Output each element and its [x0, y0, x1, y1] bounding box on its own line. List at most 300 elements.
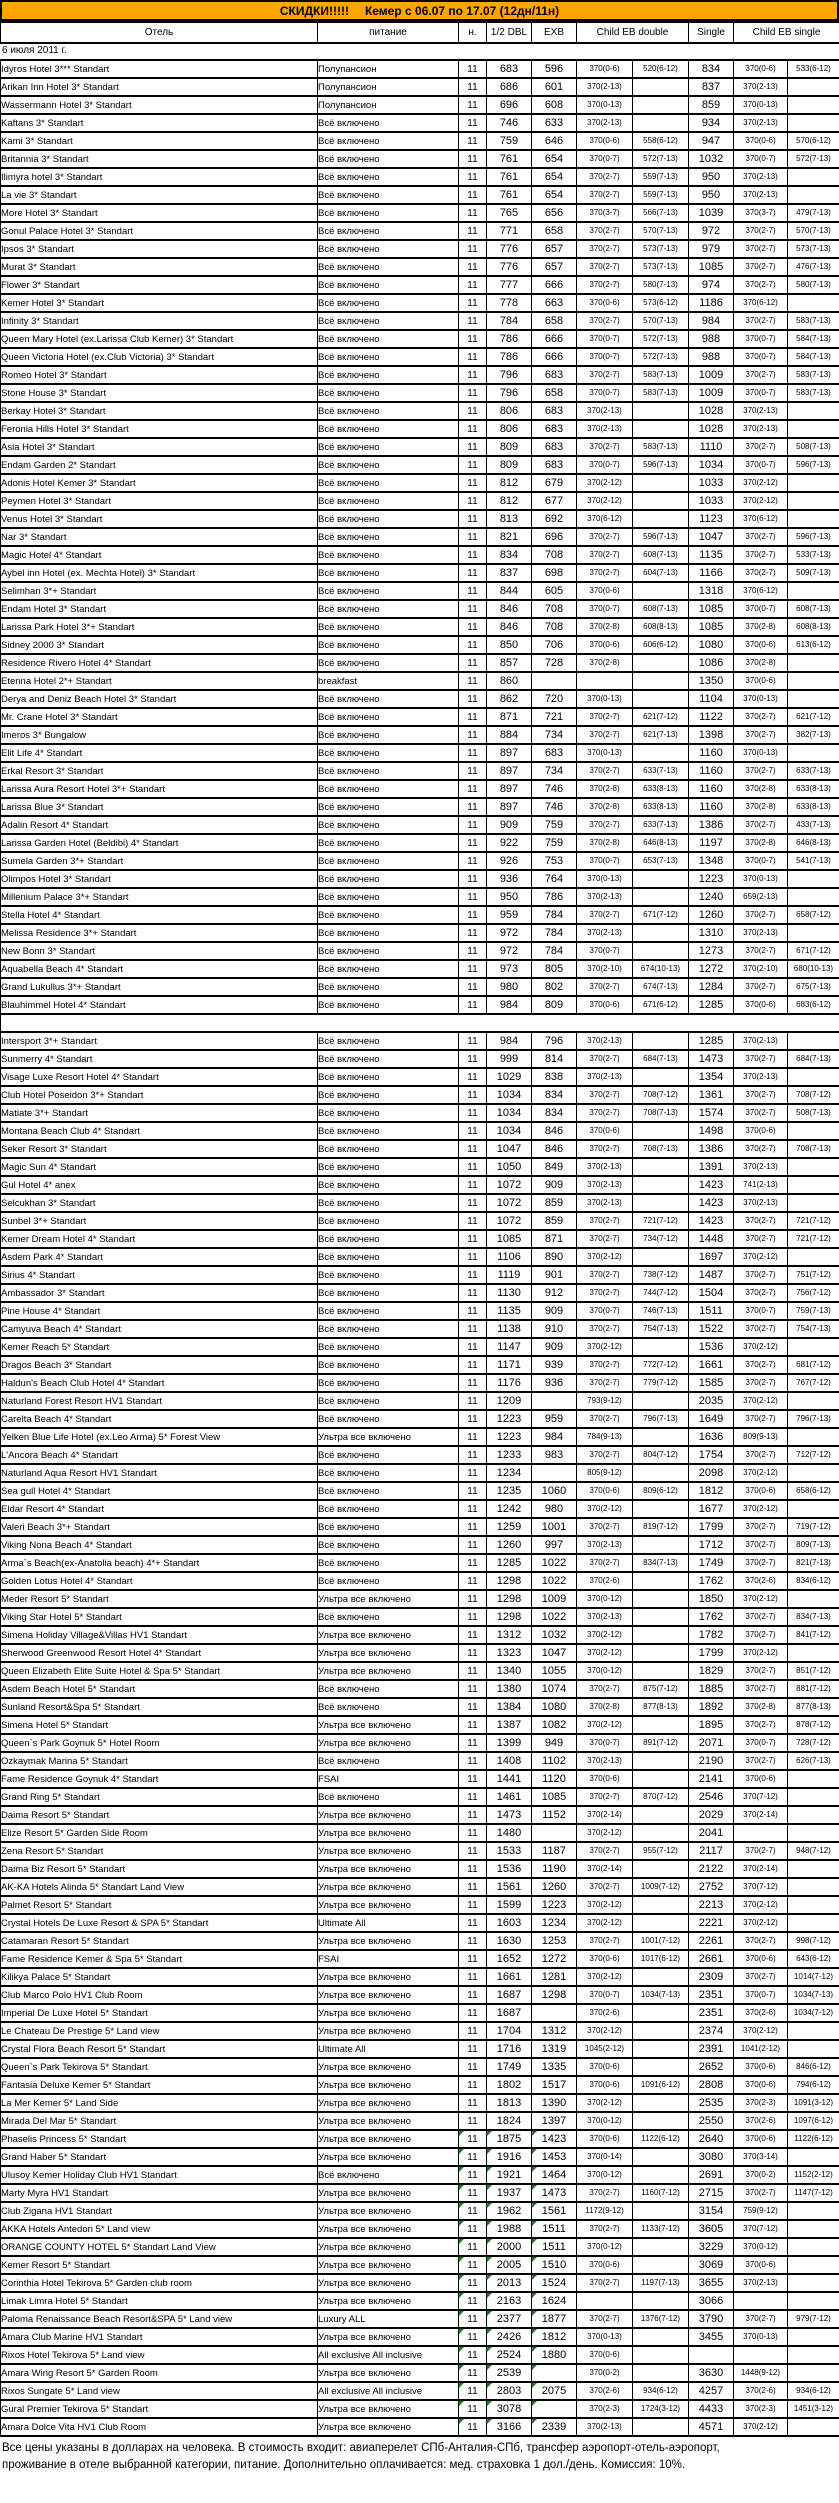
price-single: 974 [689, 276, 734, 294]
nights: 11 [459, 1518, 487, 1536]
child-eb-double-2 [633, 1896, 689, 1914]
hotel-name: Grand Ring 5* Standart [1, 1788, 318, 1806]
child-eb-single-1: 659(2-13) [734, 888, 788, 906]
price-half-dbl: 1875 [487, 2130, 532, 2148]
table-row [1, 1680, 839, 1698]
meal-plan: Ультра все включено [318, 1878, 459, 1896]
child-eb-double-1: 370(2-7) [577, 276, 633, 294]
price-exb: 1102 [532, 1752, 577, 1770]
child-eb-single-2 [788, 1392, 839, 1410]
meal-plan: Всё включено [318, 726, 459, 744]
hotel-name: Simena Holiday Village&Villas HV1 Standart [1, 1626, 318, 1644]
nights: 11 [459, 168, 487, 186]
child-eb-single-2 [788, 1500, 839, 1518]
price-exb: 909 [532, 1176, 577, 1194]
price-exb: 683 [532, 744, 577, 762]
meal-plan: Ультра все включено [318, 1842, 459, 1860]
price-single: 1285 [689, 1032, 734, 1050]
hotel-name: Eldar Resort 4* Standart [1, 1500, 318, 1518]
table-row [1, 726, 839, 744]
table-row [1, 294, 839, 312]
price-single: 1829 [689, 1662, 734, 1680]
price-half-dbl: 813 [487, 510, 532, 528]
child-eb-double-1: 370(2-13) [577, 924, 633, 942]
price-exb: 683 [532, 420, 577, 438]
child-eb-single-1: 370(2-7) [734, 366, 788, 384]
meal-plan: Ультра все включено [318, 2238, 459, 2256]
nights: 11 [459, 456, 487, 474]
child-eb-single-2 [788, 294, 839, 312]
price-half-dbl: 1234 [487, 1464, 532, 1482]
child-eb-double-2 [633, 1158, 689, 1176]
price-single: 4257 [689, 2382, 734, 2400]
hotel-name: Idyros Hotel 3*** Standart [1, 60, 318, 78]
price-exb [532, 2400, 577, 2418]
child-eb-double-2: 572(7-13) [633, 150, 689, 168]
child-eb-single-2: 796(7-13) [788, 1410, 839, 1428]
nights: 11 [459, 1032, 487, 1050]
price-exb: 936 [532, 1374, 577, 1392]
child-eb-double-2: 674(10-13) [633, 960, 689, 978]
price-half-dbl: 1223 [487, 1428, 532, 1446]
price-single: 1085 [689, 600, 734, 618]
child-eb-single-1: 370(2-6) [734, 2004, 788, 2022]
table-row [1, 2166, 839, 2184]
price-single: 1697 [689, 1248, 734, 1266]
child-eb-single-2: 633(8-13) [788, 780, 839, 798]
hotel-name: Kemer Dream Hotel 4* Standart [1, 1230, 318, 1248]
price-half-dbl: 786 [487, 330, 532, 348]
child-eb-double-2 [633, 2346, 689, 2364]
meal-plan: Всё включено [318, 762, 459, 780]
meal-plan: Ультра все включено [318, 1986, 459, 2004]
hotel-name: Flower 3* Standart [1, 276, 318, 294]
price-single: 1677 [689, 1500, 734, 1518]
hotel-name: Aybel inn Hotel (ex. Mechta Hotel) 3* Standart [1, 564, 318, 582]
meal-plan: Всё включено [318, 1032, 459, 1050]
nights: 11 [459, 564, 487, 582]
price-exb: 658 [532, 312, 577, 330]
meal-plan: Ультра все включено [318, 2148, 459, 2166]
table-row [1, 1410, 839, 1428]
child-eb-single-2 [788, 1860, 839, 1878]
table-row [1, 366, 839, 384]
nights: 11 [459, 1824, 487, 1842]
price-single: 2546 [689, 1788, 734, 1806]
price-half-dbl: 844 [487, 582, 532, 600]
meal-plan: Всё включено [318, 474, 459, 492]
child-eb-double-2 [633, 2166, 689, 2184]
child-eb-double-1: 370(2-7) [577, 1050, 633, 1068]
price-half-dbl: 784 [487, 312, 532, 330]
nights: 11 [459, 2058, 487, 2076]
nights: 11 [459, 1842, 487, 1860]
child-eb-single-1: 370(2-12) [734, 1338, 788, 1356]
meal-plan: Всё включено [318, 816, 459, 834]
price-exb: 658 [532, 384, 577, 402]
child-eb-single-1: 370(2-7) [734, 1446, 788, 1464]
meal-plan: Всё включено [318, 276, 459, 294]
table-row [1, 1482, 839, 1500]
table-row [1, 1176, 839, 1194]
nights: 11 [459, 2292, 487, 2310]
table-row [1, 60, 839, 78]
child-eb-double-2: 955(7-12) [633, 1842, 689, 1860]
child-eb-double-2 [633, 1914, 689, 1932]
child-eb-double-1: 370(2-12) [577, 1968, 633, 1986]
table-row [1, 1914, 839, 1932]
child-eb-single-1: 370(0-6) [734, 60, 788, 78]
nights: 11 [459, 2004, 487, 2022]
price-single: 979 [689, 240, 734, 258]
hotel-name: Club Marco Polo HV1 Club Room [1, 1986, 318, 2004]
table-row [1, 1968, 839, 1986]
nights: 11 [459, 204, 487, 222]
price-exb: 784 [532, 924, 577, 942]
child-eb-double-2 [633, 2094, 689, 2112]
hotel-name: Berkay Hotel 3* Standart [1, 402, 318, 420]
child-eb-single-1: 370(0-12) [734, 2238, 788, 2256]
nights: 11 [459, 1284, 487, 1302]
price-half-dbl: 1242 [487, 1500, 532, 1518]
child-eb-double-1: 370(2-7) [577, 1320, 633, 1338]
table-row [1, 1806, 839, 1824]
hotel-name: Sunland Resort&Spa 5* Standart [1, 1698, 318, 1716]
price-half-dbl: 2013 [487, 2274, 532, 2292]
child-eb-double-2: 583(7-13) [633, 366, 689, 384]
child-eb-single-1: 370(6-12) [734, 294, 788, 312]
price-exb: 1022 [532, 1554, 577, 1572]
child-eb-double-1: 370(3-7) [577, 204, 633, 222]
price-half-dbl: 850 [487, 636, 532, 654]
child-eb-double-1: 370(0-6) [577, 132, 633, 150]
child-eb-single-1: 370(2-12) [734, 492, 788, 510]
column-header-row [1, 22, 839, 43]
price-half-dbl: 1050 [487, 1158, 532, 1176]
price-single: 3630 [689, 2364, 734, 2382]
hotel-name: Queen Victoria Hotel (ex.Club Victoria) 3* Standart [1, 348, 318, 366]
meal-plan: Ультра все включено [318, 1644, 459, 1662]
child-eb-double-2: 633(7-13) [633, 762, 689, 780]
child-eb-double-1: 370(2-7) [577, 168, 633, 186]
table-row [1, 114, 839, 132]
child-eb-single-2: 719(7-12) [788, 1518, 839, 1536]
price-half-dbl: 809 [487, 438, 532, 456]
price-exb: 1022 [532, 1608, 577, 1626]
meal-plan: Всё включено [318, 366, 459, 384]
nights: 11 [459, 2148, 487, 2166]
child-eb-single-2 [788, 2238, 839, 2256]
table-row [1, 2040, 839, 2058]
price-single: 4433 [689, 2400, 734, 2418]
meal-plan: Всё включено [318, 132, 459, 150]
child-eb-single-2: 708(7-12) [788, 1086, 839, 1104]
nights: 11 [459, 2256, 487, 2274]
table-row [1, 780, 839, 798]
price-exb: 1080 [532, 1698, 577, 1716]
table-row [1, 942, 839, 960]
table-row [1, 564, 839, 582]
table-row [1, 348, 839, 366]
table-row [1, 2400, 839, 2418]
child-eb-double-1: 370(2-7) [577, 1374, 633, 1392]
child-eb-double-1: 370(2-13) [577, 1536, 633, 1554]
price-exb: 708 [532, 546, 577, 564]
meal-plan: Всё включено [318, 1680, 459, 1698]
child-eb-double-1: 784(9-13) [577, 1428, 633, 1446]
child-eb-single-2 [788, 1788, 839, 1806]
child-eb-double-1: 370(2-7) [577, 1230, 633, 1248]
child-eb-single-1: 370(2-13) [734, 1158, 788, 1176]
child-eb-double-2: 671(6-12) [633, 996, 689, 1014]
table-row [1, 2310, 839, 2328]
table-row [1, 2202, 839, 2220]
meal-plan: Всё включено [318, 1788, 459, 1806]
child-eb-single-1: 370(2-7) [734, 546, 788, 564]
child-eb-double-2: 633(8-13) [633, 780, 689, 798]
child-eb-double-2: 580(7-13) [633, 276, 689, 294]
child-eb-single-2: 583(7-13) [788, 366, 839, 384]
child-eb-double-2: 1001(7-12) [633, 1932, 689, 1950]
child-eb-double-1: 370(2-7) [577, 1284, 633, 1302]
hotel-name: La vie 3* Standart [1, 186, 318, 204]
meal-plan: Полупансион [318, 96, 459, 114]
hotel-name: AKKA Hotels Antedon 5* Land view [1, 2220, 318, 2238]
meal-plan: Всё включено [318, 1482, 459, 1500]
table-row [1, 1320, 839, 1338]
meal-plan: Ультра все включено [318, 2058, 459, 2076]
price-exb: 984 [532, 1428, 577, 1446]
price-single: 2071 [689, 1734, 734, 1752]
nights: 11 [459, 816, 487, 834]
price-half-dbl: 862 [487, 690, 532, 708]
meal-plan: Ультра все включено [318, 2418, 459, 2436]
price-exb [532, 1392, 577, 1410]
price-half-dbl: 3166 [487, 2418, 532, 2436]
price-single: 834 [689, 60, 734, 78]
price-single: 1498 [689, 1122, 734, 1140]
hotel-name: Corinthia Hotel Tekirova 5* Garden club room [1, 2274, 318, 2292]
price-exb: 759 [532, 816, 577, 834]
child-eb-double-1: 370(0-13) [577, 744, 633, 762]
child-eb-double-1: 370(2-7) [577, 312, 633, 330]
table-row [1, 906, 839, 924]
meal-plan: Ультра все включено [318, 2112, 459, 2130]
col-header-nights: н. [459, 22, 487, 43]
price-single: 859 [689, 96, 734, 114]
price-half-dbl: 759 [487, 132, 532, 150]
child-eb-single-1: 370(2-7) [734, 1518, 788, 1536]
price-exb: 1877 [532, 2310, 577, 2328]
child-eb-single-2: 626(7-13) [788, 1752, 839, 1770]
table-row [1, 690, 839, 708]
meal-plan: Полупансион [318, 60, 459, 78]
price-half-dbl: 1171 [487, 1356, 532, 1374]
price-single: 2640 [689, 2130, 734, 2148]
price-half-dbl: 897 [487, 798, 532, 816]
price-exb: 746 [532, 798, 577, 816]
price-exb: 1880 [532, 2346, 577, 2364]
child-eb-double-1: 370(2-13) [577, 1158, 633, 1176]
nights: 11 [459, 222, 487, 240]
meal-plan: Всё включено [318, 456, 459, 474]
child-eb-single-1: 370(2-6) [734, 1572, 788, 1590]
table-row [1, 672, 839, 690]
nights: 11 [459, 690, 487, 708]
nights: 11 [459, 312, 487, 330]
hotel-name: Crystal Hotels De Luxe Resort & SPA 5* Standart [1, 1914, 318, 1932]
nights: 11 [459, 2346, 487, 2364]
price-single: 1160 [689, 744, 734, 762]
price-exb: 796 [532, 1032, 577, 1050]
child-eb-double-2 [633, 2328, 689, 2346]
child-eb-single-2: 851(7-12) [788, 1662, 839, 1680]
meal-plan: Всё включено [318, 222, 459, 240]
nights: 11 [459, 636, 487, 654]
price-half-dbl: 1034 [487, 1086, 532, 1104]
child-eb-double-1: 370(0-6) [577, 636, 633, 654]
price-half-dbl: 2163 [487, 2292, 532, 2310]
child-eb-double-1: 370(2-12) [577, 1626, 633, 1644]
child-eb-single-2: 621(7-12) [788, 708, 839, 726]
price-half-dbl: 980 [487, 978, 532, 996]
nights: 11 [459, 78, 487, 96]
col-header-dbl: 1/2 DBL [487, 22, 532, 43]
child-eb-single-1: 370(3-14) [734, 2148, 788, 2166]
child-eb-double-1: 370(2-13) [577, 1752, 633, 1770]
price-half-dbl: 1461 [487, 1788, 532, 1806]
child-eb-single-1: 370(2-7) [734, 1554, 788, 1572]
price-exb: 764 [532, 870, 577, 888]
price-single: 2261 [689, 1932, 734, 1950]
child-eb-double-1: 805(9-12) [577, 1464, 633, 1482]
price-single: 1260 [689, 906, 734, 924]
price-single: 1423 [689, 1176, 734, 1194]
child-eb-double-2: 746(7-13) [633, 1302, 689, 1320]
child-eb-single-1: 370(2-7) [734, 1662, 788, 1680]
child-eb-single-2 [788, 2346, 839, 2364]
child-eb-double-2 [633, 2418, 689, 2436]
price-single: 1186 [689, 294, 734, 312]
child-eb-single-1: 370(2-3) [734, 2094, 788, 2112]
child-eb-double-1: 370(2-7) [577, 1212, 633, 1230]
meal-plan: Всё включено [318, 600, 459, 618]
hotel-name: Rixos Hotel Tekirova 5* Land view [1, 2346, 318, 2364]
child-eb-double-2: 583(7-13) [633, 438, 689, 456]
price-half-dbl: 1384 [487, 1698, 532, 1716]
meal-plan: Всё включено [318, 420, 459, 438]
table-row [1, 582, 839, 600]
price-half-dbl: 2005 [487, 2256, 532, 2274]
child-eb-double-1: 370(0-6) [577, 294, 633, 312]
child-eb-double-2 [633, 1572, 689, 1590]
child-eb-single-2 [788, 1176, 839, 1194]
child-eb-single-1: 370(6-12) [734, 510, 788, 528]
child-eb-single-2: 479(7-13) [788, 204, 839, 222]
price-exb: 654 [532, 150, 577, 168]
child-eb-double-2 [633, 2040, 689, 2058]
price-exb: 890 [532, 1248, 577, 1266]
child-eb-single-1: 370(2-7) [734, 762, 788, 780]
nights: 11 [459, 2310, 487, 2328]
nights: 11 [459, 600, 487, 618]
child-eb-single-1: 370(2-13) [734, 2274, 788, 2292]
child-eb-double-2: 708(7-13) [633, 1140, 689, 1158]
table-row [1, 1248, 839, 1266]
price-single: 1473 [689, 1050, 734, 1068]
hotel-name: L'Ancora Beach 4* Standart [1, 1446, 318, 1464]
child-eb-single-1: 370(2-12) [734, 1392, 788, 1410]
meal-plan: Всё включено [318, 240, 459, 258]
table-row [1, 240, 839, 258]
price-single: 1448 [689, 1230, 734, 1248]
meal-plan: Всё включено [318, 870, 459, 888]
child-eb-double-2: 653(7-13) [633, 852, 689, 870]
child-eb-double-2: 573(6-12) [633, 294, 689, 312]
table-row [1, 2382, 839, 2400]
child-eb-single-2 [788, 1338, 839, 1356]
price-half-dbl: 1387 [487, 1716, 532, 1734]
child-eb-single-1: 370(2-13) [734, 420, 788, 438]
price-half-dbl: 1473 [487, 1806, 532, 1824]
child-eb-double-2 [633, 2256, 689, 2274]
price-single: 988 [689, 330, 734, 348]
table-row [1, 744, 839, 762]
table-row [1, 456, 839, 474]
nights: 11 [459, 1698, 487, 1716]
child-eb-single-1: 370(2-12) [734, 1590, 788, 1608]
hotel-name: Marty Myra HV1 Standart [1, 2184, 318, 2202]
table-row [1, 186, 839, 204]
price-exb: 1511 [532, 2220, 577, 2238]
child-eb-double-1: 370(2-10) [577, 960, 633, 978]
nights: 11 [459, 1302, 487, 1320]
child-eb-double-1: 370(2-12) [577, 1500, 633, 1518]
price-exb: 654 [532, 186, 577, 204]
child-eb-double-2 [633, 1806, 689, 1824]
nights: 11 [459, 1536, 487, 1554]
price-single: 1135 [689, 546, 734, 564]
child-eb-single-1: 370(0-6) [734, 1482, 788, 1500]
table-row [1, 1734, 839, 1752]
child-eb-double-1: 370(0-12) [577, 1590, 633, 1608]
child-eb-double-2 [633, 1536, 689, 1554]
child-eb-double-2 [633, 1716, 689, 1734]
price-exb: 1464 [532, 2166, 577, 2184]
child-eb-double-2 [633, 672, 689, 690]
child-eb-single-2: 809(7-13) [788, 1536, 839, 1554]
price-half-dbl: 2803 [487, 2382, 532, 2400]
child-eb-single-2 [788, 2274, 839, 2292]
col-header-meal: питание [318, 22, 459, 43]
child-eb-double-2: 744(7-12) [633, 1284, 689, 1302]
child-eb-double-2 [633, 2364, 689, 2382]
child-eb-single-1: 370(6-12) [734, 582, 788, 600]
child-eb-double-1: 370(2-7) [577, 546, 633, 564]
price-single: 1487 [689, 1266, 734, 1284]
meal-plan: All exclusive All inclusive [318, 2382, 459, 2400]
child-eb-double-2: 819(7-12) [633, 1518, 689, 1536]
price-exb: 608 [532, 96, 577, 114]
child-eb-single-2: 608(7-13) [788, 600, 839, 618]
meal-plan: Всё включено [318, 960, 459, 978]
child-eb-double-2 [633, 1194, 689, 1212]
child-eb-single-1: 370(2-7) [734, 1932, 788, 1950]
child-eb-single-1: 370(2-7) [734, 258, 788, 276]
table-row [1, 1572, 839, 1590]
price-single: 837 [689, 78, 734, 96]
nights: 11 [459, 978, 487, 996]
